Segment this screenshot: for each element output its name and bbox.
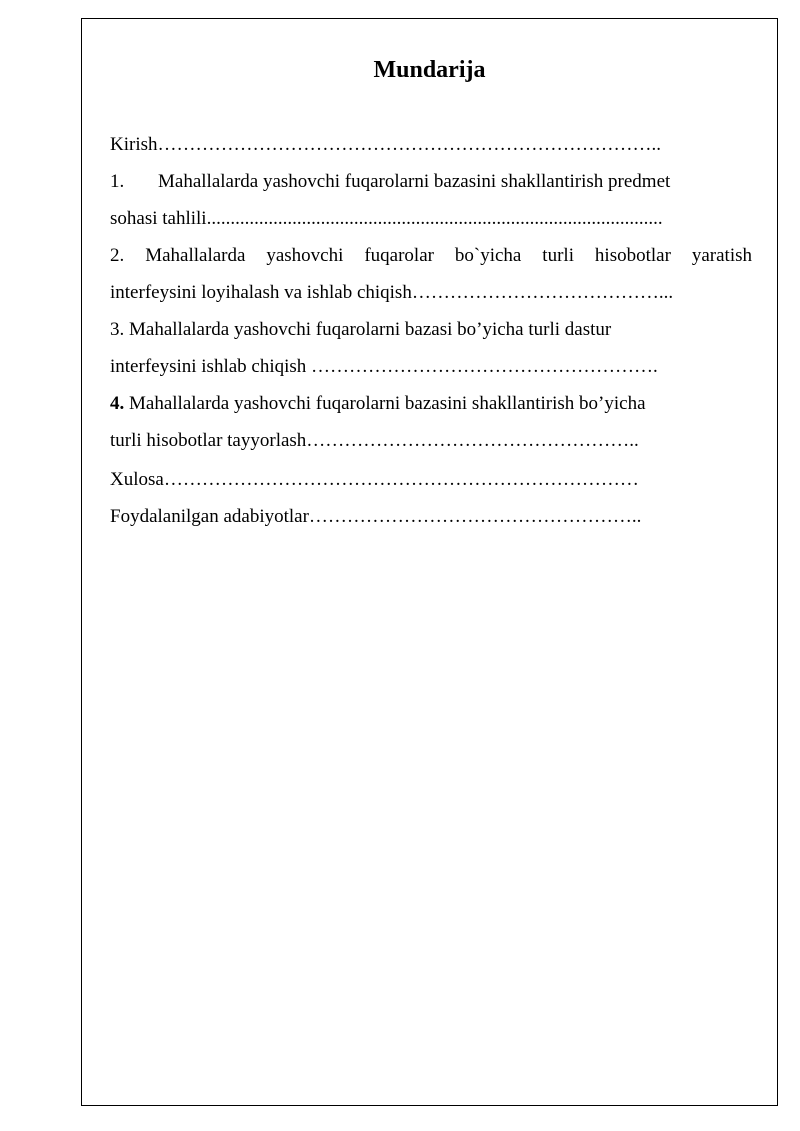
- toc-entry-2-line-1: 2. Mahallalarda yashovchi fuqarolar bo`yicha turli hisobotlar yaratish: [110, 245, 752, 266]
- toc-entry-3-line-1: 3. Mahallalarda yashovchi fuqarolarni bazasi bo’yicha turli dastur: [110, 319, 612, 340]
- toc-entry-4-line-2: turli hisobotlar tayyorlash……………………………………………..: [110, 430, 639, 451]
- toc-entry-1-line-1: [110, 169, 670, 195]
- toc-entry-4-line-1: [110, 391, 646, 417]
- toc-entry-4-number: 4.: [110, 393, 125, 414]
- toc-entry-4-text: Mahallalarda yashovchi fuqarolarni bazasini shakllantirish bo’yicha: [124, 393, 646, 414]
- toc-entry-adabiyotlar: Foydalanilgan adabiyotlar……………………………………………..: [110, 506, 642, 527]
- toc-entry-3-line-2: interfeysini ishlab chiqish ……………………………………………….: [110, 356, 658, 377]
- toc-entry-kirish: Kirish……………………………………………………………………..: [110, 134, 661, 155]
- page-title: Mundarija: [373, 57, 486, 83]
- toc-entry-1-text: Mahallalarda yashovchi fuqarolarni bazasini shakllantirish predmet: [158, 171, 671, 192]
- toc-entry-xulosa: Xulosa…………………………………………………………………: [110, 469, 639, 490]
- toc-entry-1-line-2: sohasi tahlili................................................................................................: [110, 208, 663, 229]
- toc-entry-1-number: 1.: [110, 171, 125, 192]
- toc-entry-2-line-2: interfeysini loyihalash va ishlab chiqish…………………………………...: [110, 282, 674, 303]
